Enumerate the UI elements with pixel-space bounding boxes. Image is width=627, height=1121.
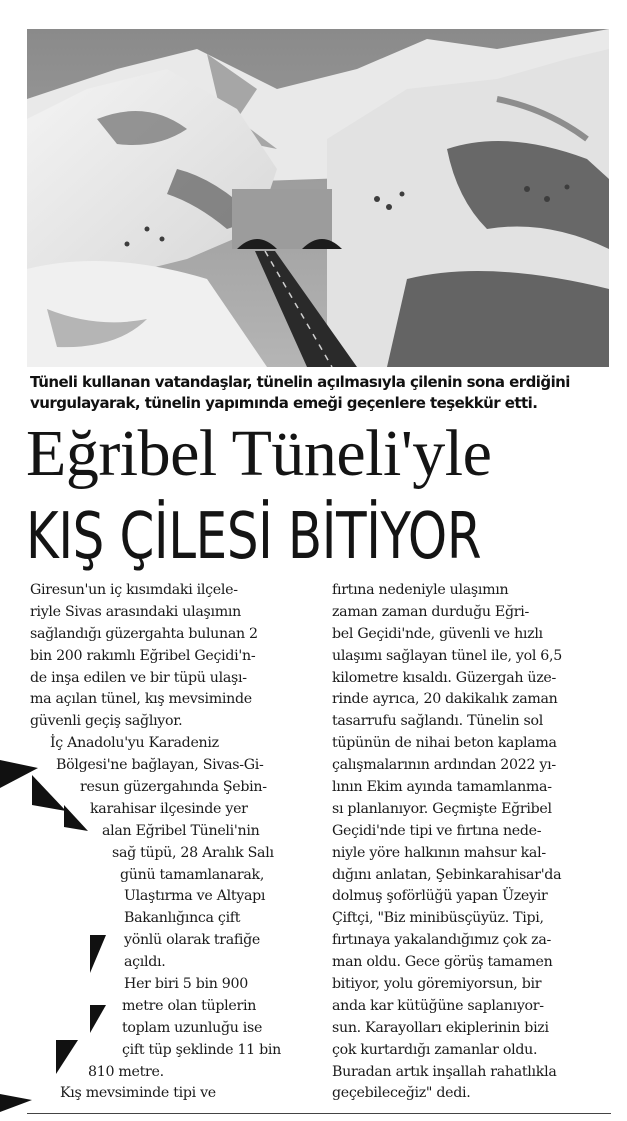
column-1-line: alan Eğribel Tüneli'nin xyxy=(102,822,260,839)
column-2-line: ulaşımı sağlayan tünel ile, yol 6,5 xyxy=(332,647,562,664)
column-2-line: lının Ekim ayında tamamlanma- xyxy=(332,779,552,796)
column-1-line: metre olan tüplerin xyxy=(122,997,257,1014)
column-1-line: sağlandığı güzergahta bulunan 2 xyxy=(30,625,258,642)
column-1-line: bin 200 rakımlı Eğribel Geçidi'n- xyxy=(30,647,256,664)
column-2-line: anda kar kütüğüne saplanıyor- xyxy=(332,997,544,1014)
article-column-2 xyxy=(332,580,614,1105)
column-1-line: Bölgesi'ne bağlayan, Sivas-Gi- xyxy=(56,757,264,774)
column-2-line: sun. Karayolları ekiplerinin bizi xyxy=(332,1019,549,1036)
column-1-line: yönlü olarak trafiğe xyxy=(124,932,260,949)
column-1-line: İç Anadolu'yu Karadeniz xyxy=(50,735,219,752)
column-2-line: bel Geçidi'nde, güvenli ve hızlı xyxy=(332,625,543,642)
column-2-line: Buradan artık inşallah rahatlıkla xyxy=(332,1063,557,1080)
column-2-line: rinde ayrıca, 20 dakikalık zaman xyxy=(332,691,558,708)
column-2-line: kilometre kısaldı. Güzergah üze- xyxy=(332,669,557,686)
decorative-wedge-7 xyxy=(0,1090,34,1114)
column-1-line: de inşa edilen ve bir tüpü ulaşı- xyxy=(30,669,247,686)
column-1-line: sağ tüpü, 28 Aralık Salı xyxy=(112,844,274,861)
column-1-line: Kış mevsiminde tipi ve xyxy=(60,1085,216,1102)
column-2-line: fırtına nedeniyle ulaşımın xyxy=(332,582,509,598)
column-1-line: Bakanlığınca çift xyxy=(124,910,241,927)
column-2-line: niyle yöre halkının mahsur kal- xyxy=(332,844,546,861)
column-1-line: açıldı. xyxy=(124,954,166,971)
column-1-line: ma açılan tünel, kış mevsiminde xyxy=(30,691,252,708)
bottom-rule xyxy=(27,1113,611,1114)
column-1-line: toplam uzunluğu ise xyxy=(122,1019,263,1036)
column-1-line: Her biri 5 bin 900 xyxy=(124,976,248,993)
column-1-line: Ulaştırma ve Altyapı xyxy=(124,888,266,905)
column-2-line: zaman zaman durduğu Eğri- xyxy=(332,603,529,620)
column-1-line: riyle Sivas arasındaki ulaşımın xyxy=(30,603,241,620)
article-column-1 xyxy=(30,580,320,1105)
column-2-line: sı planlanıyor. Geçmişte Eğribel xyxy=(332,800,552,817)
column-2-line: Çiftçi, "Biz minibüsçüyüz. Tipi, xyxy=(332,910,544,927)
column-1-line: resun güzergahında Şebin- xyxy=(80,779,267,796)
column-1-line: günü tamamlanarak, xyxy=(120,866,265,883)
column-2-line: çalışmalarının ardından 2022 yı- xyxy=(332,757,556,774)
column-2-line: man oldu. Gece görüş tamamen xyxy=(332,954,553,971)
column-1-line: 810 metre. xyxy=(88,1063,164,1080)
headline-line-1: Eğribel Tüneli'yle xyxy=(26,417,492,490)
column-2-line: bitiyor, yolu göremiyorsun, bir xyxy=(332,976,542,993)
column-2-line: dolmuş şoförlüğü yapan Üzeyir xyxy=(332,888,548,905)
column-2-line: çok kurtardığı zamanlar oldu. xyxy=(332,1041,538,1058)
caption-line-2: vurgulayarak, tünelin yapımında emeği geçenlere teşekkür etti. xyxy=(30,394,538,412)
column-2-line: tüpünün de nihai beton kaplama xyxy=(332,735,557,752)
column-2-line: tasarrufu sağlandı. Tünelin sol xyxy=(332,713,544,730)
column-1-line: Giresun'un iç kısımdaki ilçele- xyxy=(30,582,238,598)
headline-line-2: KIŞ ÇİLESİ BİTİYOR xyxy=(26,500,482,574)
caption-line-1: Tüneli kullanan vatandaşlar, tünelin açılmasıyla çilenin sona erdiğini xyxy=(30,373,570,391)
column-2-line: geçebileceğiz" dedi. xyxy=(332,1085,471,1102)
column-2-line: dığını anlatan, Şebinkarahisar'da xyxy=(332,866,562,883)
column-2-line: Geçidi'nde tipi ve fırtına nede- xyxy=(332,822,542,839)
photo-caption xyxy=(30,372,610,414)
column-1-line: çift tüp şeklinde 11 bin xyxy=(122,1041,281,1058)
column-1-line: güvenli geçiş sağlıyor. xyxy=(30,713,183,730)
mountain-tunnel-photo xyxy=(27,29,609,367)
column-2-line: fırtınaya yakalandığımız çok za- xyxy=(332,932,551,949)
column-1-line: karahisar ilçesinde yer xyxy=(90,800,248,817)
